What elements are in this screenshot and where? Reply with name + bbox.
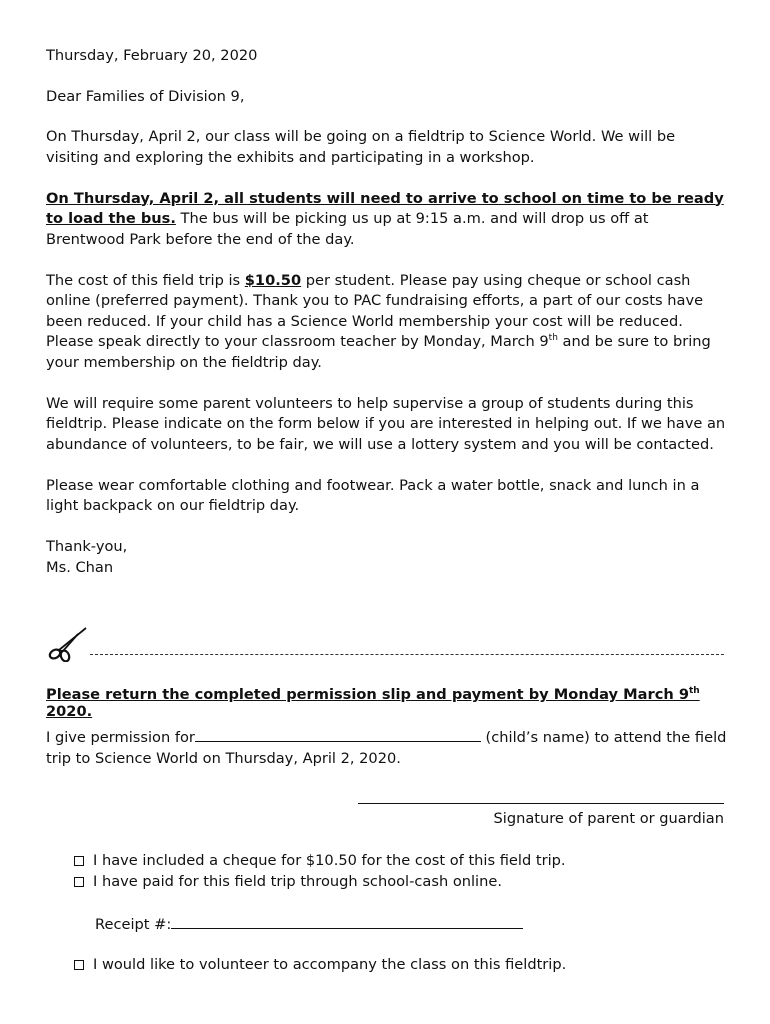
paragraph-cost bbox=[46, 271, 730, 374]
cost-details: per student. Please pay using cheque or school cash online (preferred payment). Thank you to PAC fundraising efforts, a part of our costs have been reduced. If your child has a Science World membership your cost will be reduced. Please speak directly to your classroom teacher by Monday, March 9 bbox=[46, 271, 704, 350]
scissors-icon bbox=[46, 624, 90, 662]
letter-date: Thursday, February 20, 2020 bbox=[46, 47, 258, 64]
cost-intro: The cost of this field trip is bbox=[46, 271, 245, 289]
paragraph-clothing: Please wear comfortable clothing and footwear. Pack a water bottle, snack and lunch in a light backpack on our fieldtrip day. bbox=[46, 476, 700, 514]
signature-name: Ms. Chan bbox=[46, 558, 114, 576]
cost-date-suffix: th bbox=[548, 333, 558, 344]
signature-label: Signature of parent or guardian bbox=[493, 810, 724, 827]
paragraph-volunteers: We will require some parent volunteers to help supervise a group of students during this fieldtrip. Please indicate on the form below if you are interested in helping out. If we have an abundance of volunteers, to be fair, we will use a lottery system and you will be contacted. bbox=[46, 394, 726, 453]
bus-details: The bus will be picking us up at 9:15 a.m. and will drop us off at Brentwood Park before the end of the day. bbox=[46, 210, 649, 248]
child-name-field[interactable] bbox=[195, 727, 481, 742]
cut-line bbox=[46, 622, 726, 662]
payment-options bbox=[74, 851, 566, 892]
school-cash-checkbox[interactable] bbox=[74, 877, 84, 887]
arrival-notice: On Thursday, April 2, all students will need to arrive to school on time to be ready to load the bus. bbox=[46, 189, 724, 227]
receipt-number-field[interactable] bbox=[171, 914, 523, 929]
permission-statement bbox=[46, 727, 730, 769]
cost-amount: $10.50 bbox=[244, 271, 302, 289]
permission-suffix: (child’s name) to attend the field trip to Science World on Thursday, April 2, 2020. bbox=[46, 729, 727, 767]
paragraph-arrival bbox=[46, 189, 730, 251]
return-text: Please return the completed permission slip and payment by Monday March 9 bbox=[46, 686, 689, 703]
cost-details-end: and be sure to bring your membership on the fieldtrip day. bbox=[46, 333, 711, 371]
return-year: 2020. bbox=[46, 703, 93, 720]
return-date-suffix: th bbox=[689, 686, 700, 697]
receipt-row bbox=[95, 914, 523, 936]
receipt-label: Receipt #: bbox=[95, 916, 172, 933]
volunteer-label: I would like to volunteer to accompany the class on this fieldtrip. bbox=[93, 956, 567, 973]
school-cash-option[interactable] bbox=[74, 872, 566, 893]
closing: Thank-you, bbox=[46, 538, 128, 555]
permission-prefix: I give permission for bbox=[46, 729, 195, 746]
cut-dashed-line bbox=[90, 654, 724, 655]
paragraph-trip-intro: On Thursday, April 2, our class will be going on a fieldtrip to Science World. We will be visiting and exploring the exhibits and participating in a workshop. bbox=[46, 128, 676, 166]
volunteer-checkbox[interactable] bbox=[74, 960, 84, 970]
volunteer-row[interactable] bbox=[74, 955, 566, 976]
letter-body bbox=[46, 46, 730, 578]
letter-greeting: Dear Families of Division 9, bbox=[46, 87, 245, 105]
school-cash-label: I have paid for this field trip through school-cash online. bbox=[93, 872, 502, 890]
volunteer-option bbox=[74, 955, 566, 976]
return-instructions bbox=[46, 686, 726, 720]
cheque-option[interactable] bbox=[74, 851, 566, 872]
signature-field[interactable] bbox=[358, 803, 724, 804]
cheque-checkbox[interactable] bbox=[74, 856, 84, 866]
cheque-label: I have included a cheque for $10.50 for the cost of this field trip. bbox=[93, 852, 566, 869]
